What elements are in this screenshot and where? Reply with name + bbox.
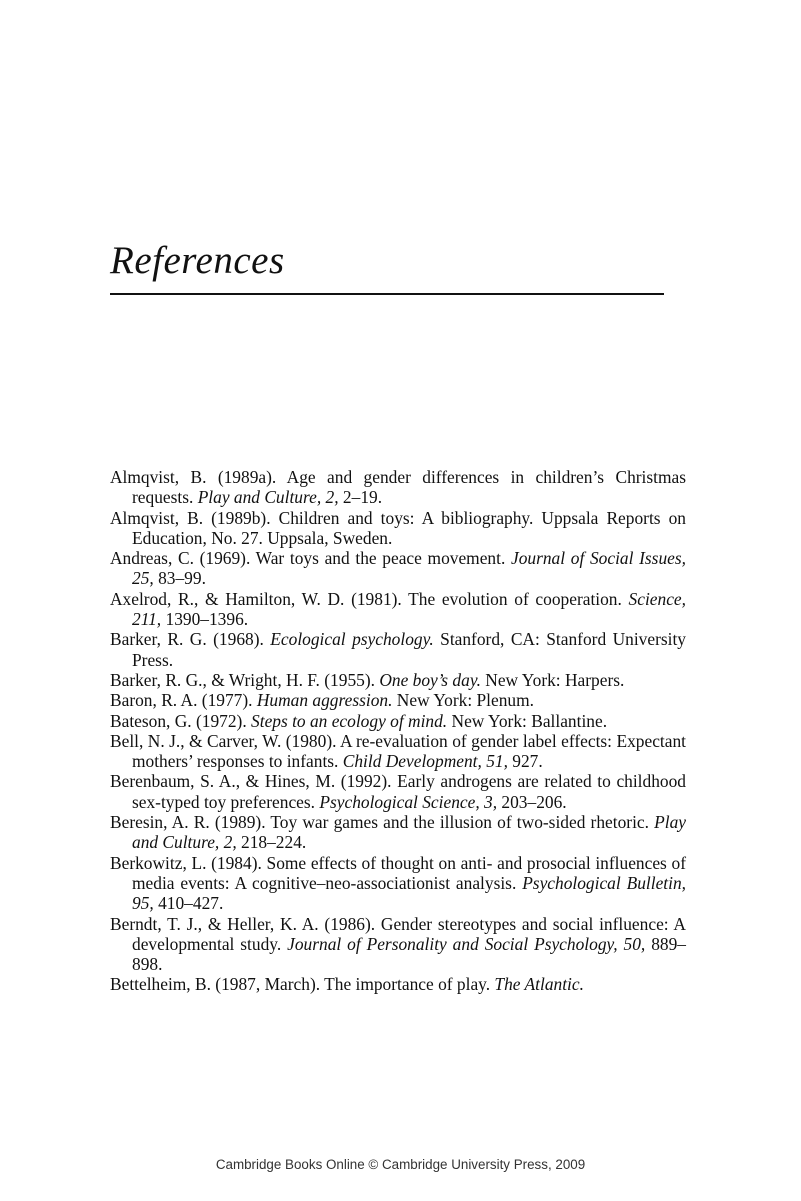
- page-title: References: [110, 239, 285, 282]
- reference-entry: Bateson, G. (1972). Steps to an ecology of mind. New York: Ballantine.: [110, 710, 608, 731]
- reference-entry: Axelrod, R., & Hamilton, W. D. (1981). The evolution of cooperation. Science, 211, 1390–1396.: [110, 588, 686, 630]
- reference-entry: Almqvist, B. (1989a). Age and gender differences in children’s Christmas requests. Play and Culture, 2, 2–19.: [110, 467, 686, 508]
- reference-entry: Barker, R. G., & Wright, H. F. (1955). One boy’s day. New York: Harpers.: [110, 669, 625, 690]
- title-rule: [110, 293, 664, 295]
- reference-entry: Baron, R. A. (1977). Human aggression. New York: Plenum.: [110, 690, 534, 711]
- reference-entry: Berkowitz, L. (1984). Some effects of thought on anti- and prosocial influences of media events: A cognitive–neo-associationist analysis. Psychological Bulletin, 95, 410–427.: [110, 852, 686, 914]
- reference-entry: Berenbaum, S. A., & Hines, M. (1992). Early androgens are related to childhood sex-typed toy preferences. Psychological Science, 3, 203–206.: [110, 771, 686, 812]
- reference-list: [110, 467, 686, 995]
- page-footer: Cambridge Books Online © Cambridge University Press, 2009: [215, 1157, 586, 1172]
- reference-entry: Andreas, C. (1969). War toys and the peace movement. Journal of Social Issues, 25, 83–99.: [110, 548, 686, 589]
- reference-entry: Beresin, A. R. (1989). Toy war games and the illusion of two-sided rhetoric. Play and Culture, 2, 218–224.: [110, 812, 686, 853]
- reference-entry: Berndt, T. J., & Heller, K. A. (1986). Gender stereotypes and social influence: A developmental study. Journal of Personality and Social Psychology, 50, 889–898.: [110, 913, 686, 975]
- reference-entry: Almqvist, B. (1989b). Children and toys: A bibliography. Uppsala Reports on Education, No. 27. Uppsala, Sweden.: [110, 507, 686, 548]
- reference-entry: Barker, R. G. (1968). Ecological psychology. Stanford, CA: Stanford University Press.: [110, 629, 686, 670]
- reference-entry: Bell, N. J., & Carver, W. (1980). A re-evaluation of gender label effects: Expectant mothers’ responses to infants. Child Development, 51, 927.: [110, 730, 686, 772]
- reference-entry: Bettelheim, B. (1987, March). The importance of play. The Atlantic.: [110, 974, 584, 995]
